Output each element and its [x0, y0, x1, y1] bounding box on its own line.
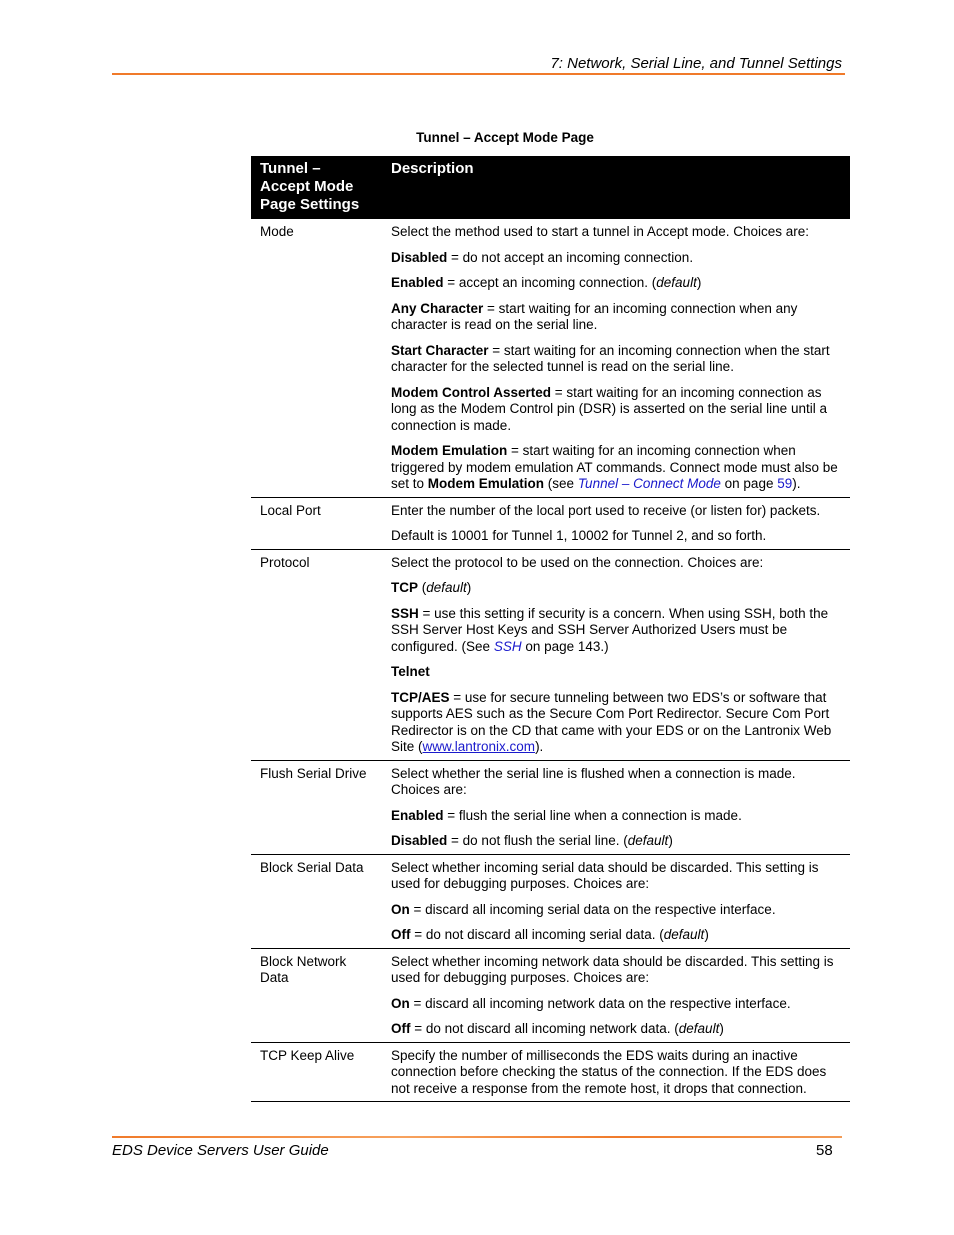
definition: = use this setting if security is a concern. When using SSH, both the SSH Server Host Keys and SSH Server Authorized Users must be configured. (See [391, 605, 829, 654]
block-serial-intro: Select whether incoming serial data should be discarded. This setting is used for debugging purposes. Choices are: [391, 859, 819, 891]
default-marker: default [627, 833, 669, 848]
term: SSH [391, 605, 419, 621]
term: Off [391, 1021, 411, 1036]
setting-description-mode [382, 219, 850, 497]
default-marker: default [656, 275, 697, 290]
setting-description-local-port [382, 497, 850, 549]
keep-alive-text: Specify the number of milliseconds the EDS waits during an inactive connection before checking the status of the connection. If the EDS does not receive a response from the remote host, it drops that connection. [391, 1047, 827, 1096]
mode-choice-disabled [391, 250, 842, 267]
table-row-protocol [251, 549, 850, 760]
term: TCP [391, 580, 418, 595]
punct: ). [535, 739, 544, 754]
cross-reference-link[interactable]: Tunnel – Connect Mode [577, 476, 721, 491]
protocol-choice-ssh [391, 606, 842, 656]
setting-label-mode: Mode [251, 219, 382, 497]
setting-label-local-port: Local Port [251, 497, 382, 549]
term: On [391, 901, 410, 917]
protocol-choice-telnet [391, 664, 842, 681]
punct: ) [704, 927, 709, 942]
mode-choice-enabled [391, 275, 842, 292]
punct: on page [720, 476, 778, 491]
term: On [391, 995, 410, 1011]
term: Disabled [391, 249, 448, 265]
punct: ( [418, 580, 427, 595]
page-link[interactable]: 59 [777, 476, 793, 491]
block-serial-choice-on [391, 902, 842, 919]
definition: = do not discard all incoming serial data. ( [410, 927, 664, 942]
block-network-choice-off [391, 1021, 842, 1038]
mode-choice-start-character [391, 343, 842, 376]
punct: (see [544, 476, 578, 491]
setting-label-block-network-data: Block Network Data [251, 948, 382, 1042]
table-row-block-network-data [251, 948, 850, 1042]
punct: on page 143.) [521, 638, 609, 654]
setting-description-flush-serial-drive [382, 760, 850, 854]
default-marker: default [678, 1021, 720, 1036]
table-row-mode [251, 219, 850, 497]
ssh-link[interactable]: SSH [493, 638, 522, 654]
setting-description-tcp-keep-alive [382, 1042, 850, 1102]
punct: ) [719, 1021, 724, 1036]
term: Start Character [391, 342, 489, 358]
protocol-intro: Select the protocol to be used on the connection. Choices are: [391, 554, 764, 570]
term: Telnet [391, 664, 430, 679]
term: Enabled [391, 275, 444, 290]
block-network-intro: Select whether incoming network data should be discarded. This setting is used for debugging purposes. Choices are: [391, 953, 834, 985]
definition: = start waiting for an incoming connection when any character is read on the serial line. [391, 300, 798, 332]
setting-label-tcp-keep-alive: TCP Keep Alive [251, 1042, 382, 1102]
header-rule [112, 73, 845, 75]
mode-intro: Select the method used to start a tunnel in Accept mode. Choices are: [391, 224, 809, 239]
definition: = discard all incoming network data on the respective interface. [409, 995, 791, 1011]
punct: ). [792, 476, 801, 491]
table-row-block-serial-data [251, 854, 850, 948]
flush-choice-disabled [391, 833, 842, 850]
default-marker: default [426, 580, 467, 595]
definition: = flush the serial line when a connection is made. [443, 807, 742, 823]
setting-description-protocol [382, 549, 850, 760]
flush-intro: Select whether the serial line is flushed when a connection is made. Choices are: [391, 765, 796, 797]
setting-description-block-network-data [382, 948, 850, 1042]
punct: ) [466, 580, 472, 595]
protocol-choice-tcp [391, 580, 842, 597]
table-header-row [251, 156, 850, 219]
table-row-local-port [251, 497, 850, 549]
setting-label-flush-serial-drive: Flush Serial Drive [251, 760, 382, 854]
chapter-header: 7: Network, Serial Line, and Tunnel Settings [550, 55, 842, 72]
block-serial-choice-off [391, 927, 842, 944]
lantronix-website-link[interactable]: www.lantronix.com [422, 739, 536, 754]
local-port-text: Enter the number of the local port used to receive (or listen for) packets. [391, 502, 821, 518]
block-network-choice-on [391, 996, 842, 1013]
setting-description-block-serial-data [382, 854, 850, 948]
definition: = do not discard all incoming network data. ( [410, 1021, 679, 1036]
punct: ) [668, 833, 673, 848]
default-marker: default [663, 927, 705, 942]
mode-choice-modem-emulation [391, 443, 842, 493]
definition: = do not accept an incoming connection. [447, 249, 694, 265]
footer-guide-title: EDS Device Servers User Guide [112, 1142, 329, 1159]
mode-choice-any-character [391, 301, 842, 334]
flush-choice-enabled [391, 808, 842, 825]
term-ref: Modem Emulation [427, 476, 545, 491]
term: TCP/AES [391, 689, 450, 705]
setting-label-block-serial-data: Block Serial Data [251, 854, 382, 948]
definition: = start waiting for an incoming connection when the start character for the selected tunnel is read on the serial line. [391, 342, 830, 374]
definition: = accept an incoming connection. ( [443, 275, 657, 290]
definition: = do not flush the serial line. ( [447, 833, 628, 848]
punct: ) [696, 275, 702, 290]
term: Off [391, 927, 411, 942]
term: Disabled [391, 833, 448, 848]
definition: = start waiting for an incoming connection when triggered by modem emulation AT commands. Connect mode must also be set to [391, 443, 838, 491]
definition: = discard all incoming serial data on the respective interface. [409, 901, 776, 917]
table-row-tcp-keep-alive [251, 1042, 850, 1102]
column-header-settings: Tunnel – Accept Mode Page Settings [251, 156, 382, 219]
protocol-choice-tcp-aes [391, 690, 842, 756]
term: Modem Control Asserted [391, 384, 552, 400]
table-caption: Tunnel – Accept Mode Page [416, 130, 594, 145]
local-port-default: Default is 10001 for Tunnel 1, 10002 for Tunnel 2, and so forth. [391, 528, 767, 543]
column-header-description: Description [382, 156, 850, 219]
term: Modem Emulation [391, 443, 508, 458]
page-number: 58 [816, 1142, 833, 1159]
term: Any Character [391, 300, 484, 316]
footer-rule [112, 1136, 842, 1138]
table-row-flush-serial-drive [251, 760, 850, 854]
definition: = use for secure tunneling between two EDS’s or software that supports AES such as the Secure Com Port Redirector. Secure Com Port Redirector is on the CD that came with your EDS or on the Lantronix Web Site ( [391, 689, 832, 754]
setting-label-protocol: Protocol [251, 549, 382, 760]
mode-choice-modem-control [391, 385, 842, 435]
definition: = start waiting for an incoming connection as long as the Modem Control pin (DSR) is asserted on the serial line until a connection is made. [391, 384, 827, 433]
settings-table [251, 156, 850, 1102]
term: Enabled [391, 807, 444, 823]
